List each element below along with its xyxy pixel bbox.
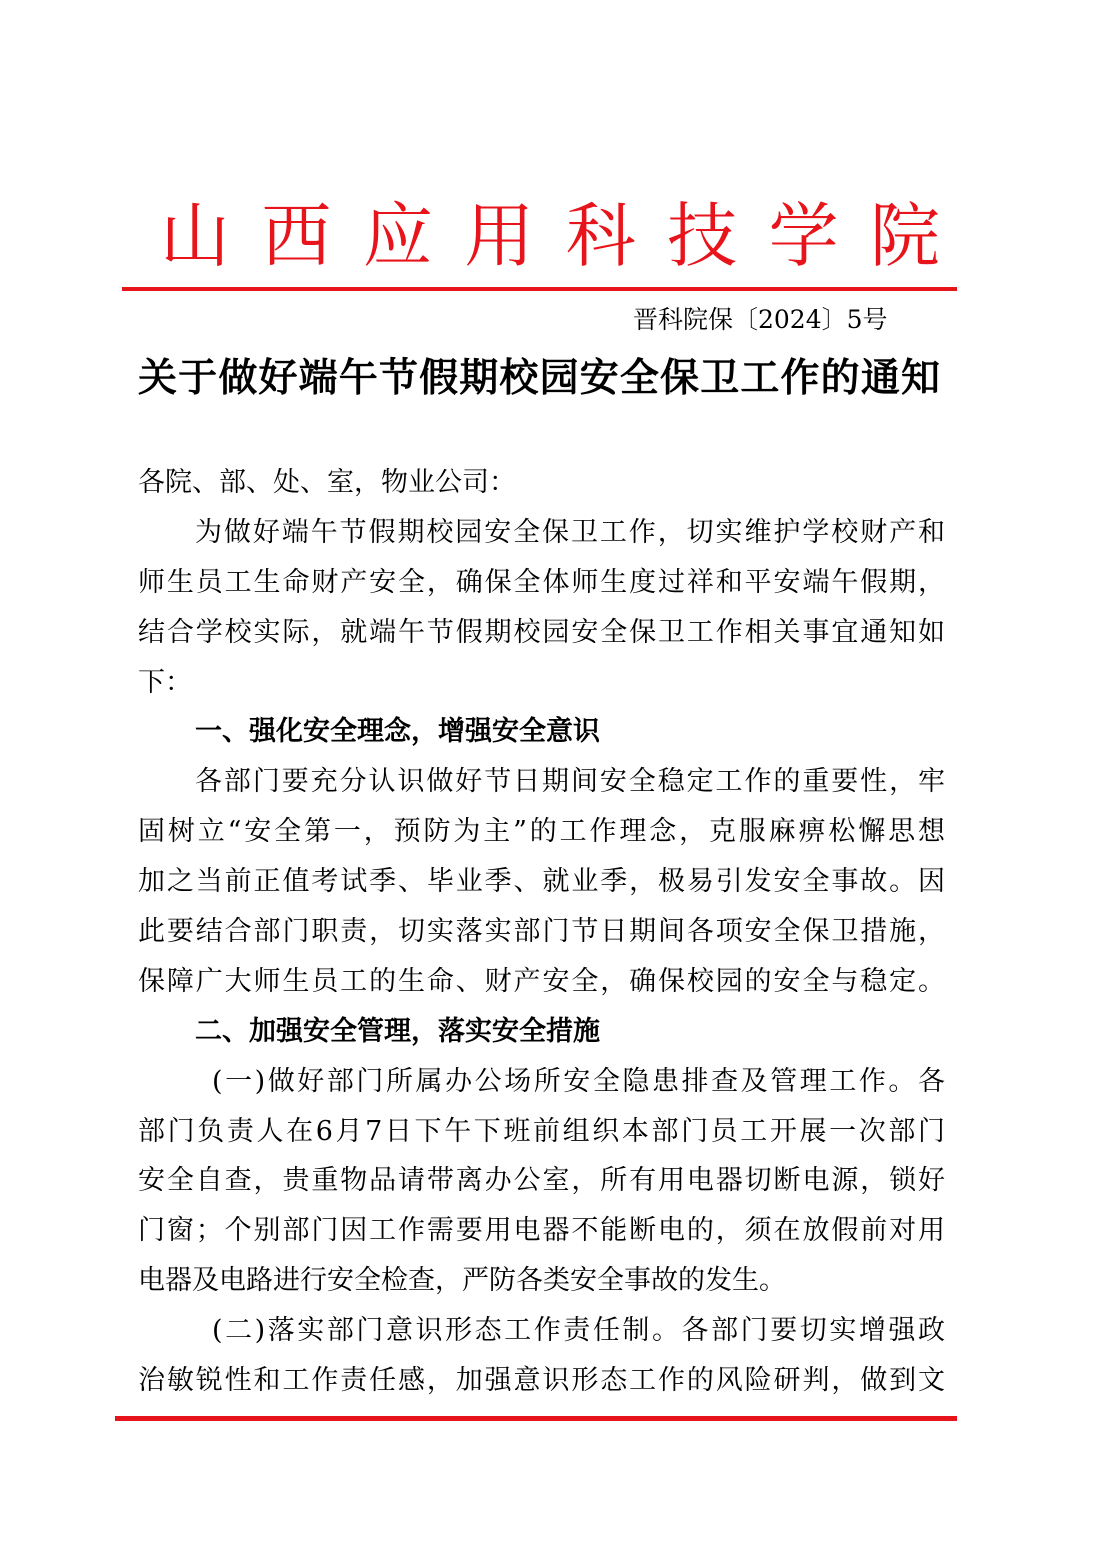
paragraph-line: 各部门要充分认识做好节日期间安全稳定工作的重要性，牢 <box>195 766 945 798</box>
addressee: 各院、部、处、室，物业公司： <box>138 467 516 498</box>
paragraph-line: 安全自查，贵重物品请带离办公室，所有用电器切断电源，锁好 <box>138 1165 945 1197</box>
paragraph-line: 治敏锐性和工作责任感，加强意识形态工作的风险研判，做到文 <box>138 1365 945 1397</box>
paragraph-line: 师生员工生命财产安全，确保全体师生度过祥和平安端午假期， <box>138 566 945 598</box>
paragraph-line: 下： <box>138 666 192 698</box>
section-heading-1: 一、强化安全理念，增强安全意识 <box>195 716 600 748</box>
paragraph-line: 保障广大师生员工的生命、财产安全，确保校园的安全与稳定。 <box>138 965 945 997</box>
section-heading-2: 二、加强安全管理，落实安全措施 <box>195 1015 600 1047</box>
document-body <box>138 458 945 1406</box>
document-number: 晋科院保〔2024〕5号 <box>633 305 888 334</box>
footer-red-rule <box>115 1416 957 1421</box>
paragraph-line: 为做好端午节假期校园安全保卫工作，切实维护学校财产和 <box>195 516 945 548</box>
paragraph-line: 门窗；个别部门因工作需要用电器不能断电的，须在放假前对用 <box>138 1215 945 1247</box>
document-title: 关于做好端午节假期校园安全保卫工作的通知 <box>138 355 940 401</box>
paragraph-line: 固树立“安全第一，预防为主”的工作理念，克服麻痹松懈思想 <box>138 816 945 848</box>
header-red-rule <box>122 287 957 291</box>
paragraph-line: 加之当前正值考试季、毕业季、就业季，极易引发安全事故。因 <box>138 866 945 898</box>
intro-paragraph <box>138 508 945 708</box>
institution-name: 山 西 应 用 科 技 学 院 <box>160 195 940 277</box>
section-1-paragraph <box>138 757 945 1006</box>
paragraph-line: (一)做好部门所属办公场所安全隐患排查及管理工作。各 <box>212 1065 945 1097</box>
paragraph-line: (二)落实部门意识形态工作责任制。各部门要切实增强政 <box>212 1315 945 1347</box>
paragraph-line: 结合学校实际，就端午节假期校园安全保卫工作相关事宜通知如 <box>138 616 945 648</box>
paragraph-line: 此要结合部门职责，切实落实部门节日期间各项安全保卫措施， <box>138 916 945 948</box>
paragraph-line: 部门负责人在6月7日下午下班前组织本部门员工开展一次部门 <box>138 1115 945 1147</box>
section-2-item-2 <box>138 1306 945 1406</box>
section-2-item-1 <box>138 1057 945 1306</box>
paragraph-line: 电器及电路进行安全检查，严防各类安全事故的发生。 <box>138 1265 786 1297</box>
